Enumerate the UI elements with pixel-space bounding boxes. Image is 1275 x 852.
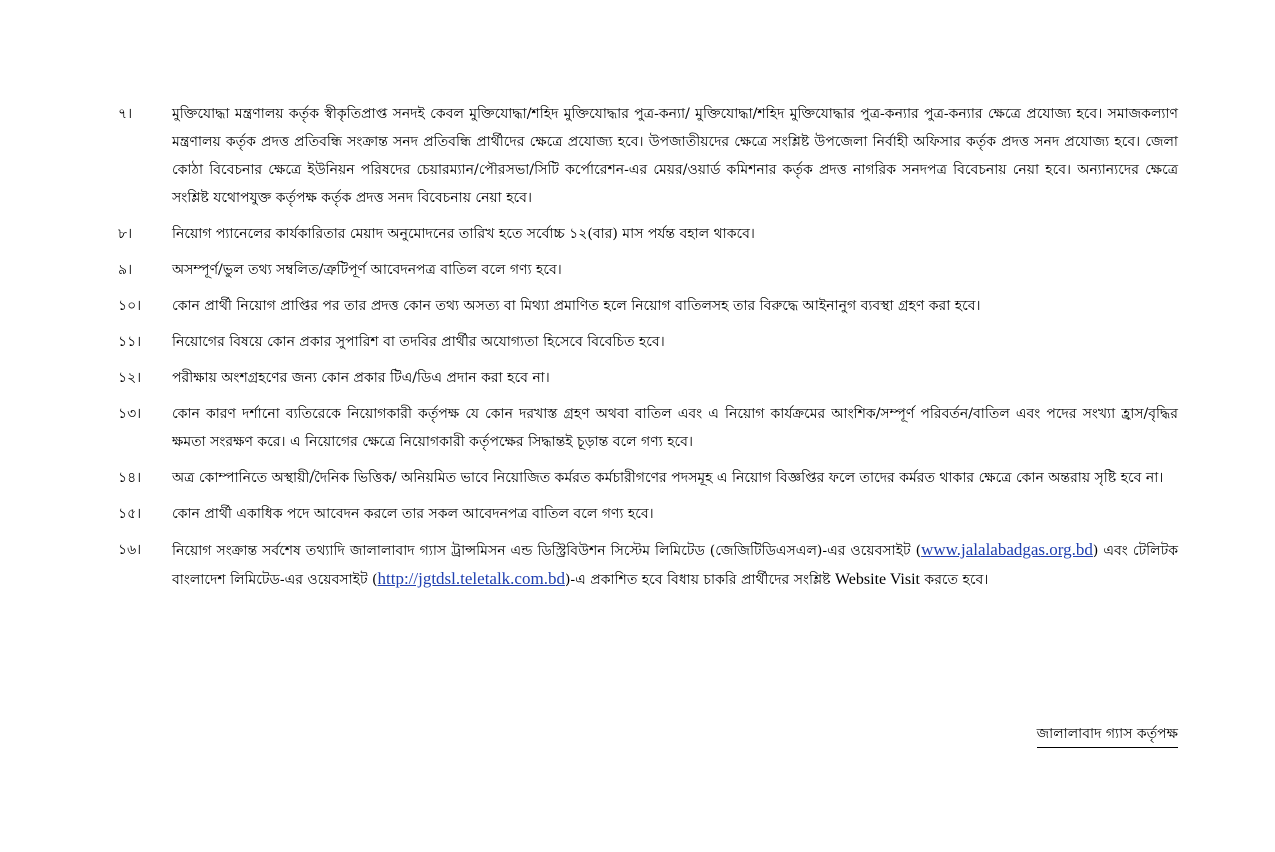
jalalabadgas-website-link[interactable]: www.jalalabadgas.org.bd bbox=[921, 540, 1093, 559]
list-item bbox=[118, 400, 1178, 456]
item-number: ১৩। bbox=[118, 406, 142, 422]
item-number: ১২। bbox=[118, 370, 142, 386]
item-text: অসম্পূর্ণ/ভুল তথ্য সম্বলিত/ত্রুটিপূর্ণ আবেদনপত্র বাতিল বলে গণ্য হবে। bbox=[172, 262, 562, 278]
item-text: মুক্তিযোদ্ধা মন্ত্রণালয় কর্তৃক স্বীকৃতিপ্রাপ্ত সনদই কেবল মুক্তিযোদ্ধা/শহিদ মুক্তিযোদ্ধার পুত্র-কন্যা/ মুক্তিযোদ্ধা/শহিদ মুক্তিযোদ্ধার পুত্র-কন্যার পুত্র-কন্যার ক্ষেত্রে প্রযোজ্য হবে। সমাজকল্যাণ মন্ত্রণালয় কর্তৃক প্রদত্ত প্রতিবন্ধি সংক্রান্ত সনদ প্রতিবন্ধি প্রার্থীদের ক্ষেত্রে প্রযোজ্য হবে। উপজাতীয়দের ক্ষেত্রে সংশ্লিষ্ট উপজেলা নির্বাহী অফিসার কর্তৃক প্রদত্ত সনদ প্রযোজ্য হবে। জেলা কোঠা বিবেচনার ক্ষেত্রে ইউনিয়ন পরিষদের চেয়ারম্যান/পৌরসভা/সিটি কর্পোরেশন-এর মেয়র/ওয়ার্ড কমিশনার কর্তৃক প্রদত্ত নাগরিক সনদপত্র বিবেচনায় নেয়া হবে। অন্যান্যদের ক্ষেত্রে সংশ্লিষ্ট যথোপযুক্ত কর্তৃপক্ষ কর্তৃক প্রদত্ত সনদ বিবেচনায় নেয়া হবে। bbox=[172, 106, 1178, 206]
item-number: ১৬। bbox=[118, 542, 142, 558]
item-number: ১১। bbox=[118, 334, 142, 350]
item-text: নিয়োগ প্যানেলের কার্যকারিতার মেয়াদ অনুমোদনের তারিখ হতে সর্বোচ্চ ১২(বার) মাস পর্যন্ত বহাল থাকবে। bbox=[172, 226, 755, 242]
list-item bbox=[118, 464, 1178, 492]
item-number: ৮। bbox=[118, 226, 133, 242]
list-item bbox=[118, 220, 1178, 248]
list-item bbox=[118, 500, 1178, 528]
item-number: ৭। bbox=[118, 106, 133, 122]
terms-list bbox=[118, 100, 1178, 602]
list-item bbox=[118, 328, 1178, 356]
list-item bbox=[118, 292, 1178, 320]
list-item-website bbox=[118, 536, 1178, 594]
item-number: ১০। bbox=[118, 298, 142, 314]
signature-authority: জালালাবাদ গ্যাস কর্তৃপক্ষ bbox=[1037, 722, 1178, 748]
item-text-part: করতে হবে। bbox=[919, 572, 989, 588]
item-text-part: ) এবং টেলিটক বাংলাদেশ লিমিটেড-এর ওয়েবসাইট ( bbox=[172, 543, 1178, 588]
item-number: ১৪। bbox=[118, 470, 142, 486]
item-text: কোন প্রার্থী নিয়োগ প্রাপ্তির পর তার প্রদত্ত কোন তথ্য অসত্য বা মিথ্যা প্রমাণিত হলে নিয়োগ বাতিলসহ তার বিরুদ্ধে আইনানুগ ব্যবস্থা গ্রহণ করা হবে। bbox=[172, 298, 981, 314]
teletalk-website-link[interactable]: http://jgtdsl.teletalk.com.bd bbox=[377, 569, 565, 588]
list-item bbox=[118, 256, 1178, 284]
item-text: অত্র কোম্পানিতে অস্থায়ী/দৈনিক ভিত্তিক/ অনিয়মিত ভাবে নিয়োজিত কর্মরত কর্মচারীগণের পদসমূহ এ নিয়োগ বিজ্ঞপ্তির ফলে তাদের কর্মরত থাকার ক্ষেত্রে কোন অন্তরায় সৃষ্টি হবে না। bbox=[172, 470, 1164, 486]
item-text: কোন প্রার্থী একাধিক পদে আবেদন করলে তার সকল আবেদনপত্র বাতিল বলে গণ্য হবে। bbox=[172, 506, 654, 522]
item-text: কোন কারণ দর্শানো ব্যতিরেকে নিয়োগকারী কর্তৃপক্ষ যে কোন দরখাস্ত গ্রহণ অথবা বাতিল এবং এ নিয়োগ কার্যক্রমের আংশিক/সম্পূর্ণ পরিবর্তন/বাতিল এবং পদের সংখ্যা হ্রাস/বৃদ্ধির ক্ষমতা সংরক্ষণ করে। এ নিয়োগের ক্ষেত্রে নিয়োগকারী কর্তৃপক্ষের সিদ্ধান্তই চূড়ান্ত বলে গণ্য হবে। bbox=[172, 406, 1178, 450]
item-number: ১৫। bbox=[118, 506, 142, 522]
item-text bbox=[172, 536, 1178, 594]
item-text: নিয়োগের বিষয়ে কোন প্রকার সুপারিশ বা তদবির প্রার্থীর অযোগ্যতা হিসেবে বিবেচিত হবে। bbox=[172, 334, 665, 350]
item-text-part: নিয়োগ সংক্রান্ত সর্বশেষ তথ্যাদি জালালাবাদ গ্যাস ট্রান্সমিসন এন্ড ডিস্ট্রিবিউশন সিস্টেম লিমিটেড (জেজিটিডিএসএল)-এর ওয়েবসাইট ( bbox=[172, 543, 922, 559]
website-visit-text: Website Visit bbox=[834, 571, 920, 588]
item-text-part: )-এ প্রকাশিত হবে বিধায় চাকরি প্রার্থীদের সংশ্লিষ্ট bbox=[564, 572, 835, 588]
item-text: পরীক্ষায় অংশগ্রহণের জন্য কোন প্রকার টিএ/ডিএ প্রদান করা হবে না। bbox=[172, 370, 550, 386]
list-item bbox=[118, 100, 1178, 212]
list-item bbox=[118, 364, 1178, 392]
item-number: ৯। bbox=[118, 262, 133, 278]
